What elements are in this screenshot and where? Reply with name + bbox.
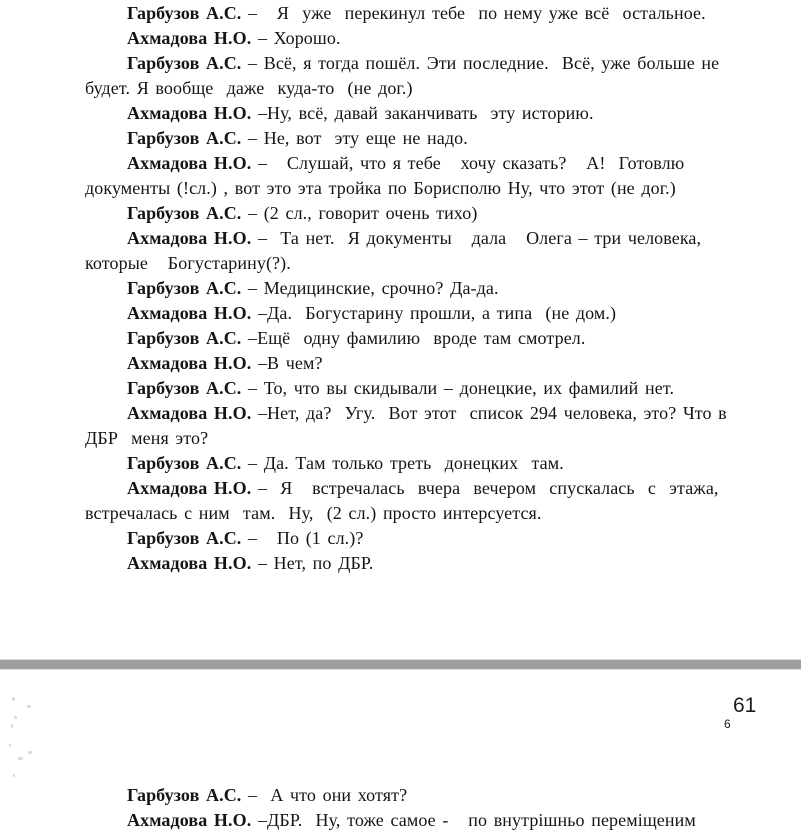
transcript-line-continuation: будет. Я вообще даже куда-то (не дог.) bbox=[85, 78, 413, 98]
transcript-line-continuation: встречалась с ним там. Ну, (2 сл.) просто интерсуется. bbox=[85, 503, 542, 523]
speaker-name: Гарбузов А.С. bbox=[127, 203, 242, 223]
speech-text: – Не, вот эту еще не надо. bbox=[248, 128, 468, 148]
transcript-line bbox=[85, 551, 780, 576]
transcript-line bbox=[85, 201, 780, 226]
speech-text: – Та нет. Я документы дала Олега – три человека, bbox=[257, 228, 702, 248]
transcript-line bbox=[85, 1, 780, 26]
page-number-small: 6 bbox=[724, 717, 731, 731]
speaker-name: Гарбузов А.С. bbox=[127, 278, 242, 298]
speaker-name: Ахмадова Н.О. bbox=[127, 228, 252, 248]
transcript-line bbox=[85, 226, 780, 251]
transcript-line bbox=[85, 783, 780, 808]
transcript-line bbox=[85, 401, 780, 426]
speech-text: –ДБР. Ну, тоже самое - по внутрішньо переміщеним bbox=[257, 810, 696, 830]
transcript-line bbox=[85, 276, 780, 301]
speaker-name: Гарбузов А.С. bbox=[127, 453, 242, 473]
speech-text: – Да. Там только треть донецких там. bbox=[248, 453, 564, 473]
speech-text: – Всё, я тогда пошёл. Эти последние. Всё, уже больше не bbox=[248, 53, 720, 73]
transcript-line bbox=[85, 476, 780, 501]
transcript-line bbox=[85, 326, 780, 351]
speaker-name: Гарбузов А.С. bbox=[127, 128, 242, 148]
transcript-line-continuation: которые Богустарину(?). bbox=[85, 253, 291, 273]
speaker-name: Гарбузов А.С. bbox=[127, 378, 242, 398]
scan-artifact bbox=[14, 716, 17, 719]
transcript-line bbox=[85, 451, 780, 476]
speech-text: –Да. Богустарину прошли, а типа (не дом.) bbox=[257, 303, 617, 323]
speaker-name: Ахмадова Н.О. bbox=[127, 303, 252, 323]
transcript-line bbox=[85, 376, 780, 401]
speech-text: – А что они хотят? bbox=[248, 785, 408, 805]
scan-artifact bbox=[28, 751, 32, 754]
speech-text: – Я встречалась вчера вечером спускалась с этажа, bbox=[257, 478, 719, 498]
transcript-line bbox=[85, 301, 780, 326]
speaker-name: Ахмадова Н.О. bbox=[127, 553, 252, 573]
scan-artifact bbox=[9, 744, 11, 747]
speaker-name: Ахмадова Н.О. bbox=[127, 810, 252, 830]
speaker-name: Гарбузов А.С. bbox=[127, 528, 242, 548]
speech-text: –Ещё одну фамилию вроде там смотрел. bbox=[248, 328, 586, 348]
transcript-page-bottom bbox=[85, 783, 780, 833]
scan-artifact bbox=[13, 774, 15, 777]
speaker-name: Ахмадова Н.О. bbox=[127, 103, 252, 123]
speech-text: – По (1 сл.)? bbox=[248, 528, 364, 548]
transcript-line-continuation: ДБР меня это? bbox=[85, 428, 209, 448]
speech-text: –В чем? bbox=[257, 353, 323, 373]
speech-text: – (2 сл., говорит очень тихо) bbox=[248, 203, 478, 223]
speech-text: – Медицинские, срочно? Да-да. bbox=[248, 278, 499, 298]
speech-text: – Нет, по ДБР. bbox=[257, 553, 374, 573]
transcript-line bbox=[85, 101, 780, 126]
speech-text: –Нет, да? Угу. Вот этот список 294 человека, это? Что в bbox=[257, 403, 727, 423]
transcript-line-continuation: документы (!сл.) , вот это эта тройка по Борисполю Ну, что этот (не дог.) bbox=[85, 178, 676, 198]
speaker-name: Ахмадова Н.О. bbox=[127, 478, 252, 498]
page-separator-bar bbox=[0, 659, 801, 670]
speaker-name: Ахмадова Н.О. bbox=[127, 353, 252, 373]
scan-artifact bbox=[11, 724, 13, 728]
speech-text: – Слушай, что я тебе хочу сказать? А! Готовлю bbox=[257, 153, 685, 173]
speaker-name: Ахмадова Н.О. bbox=[127, 403, 252, 423]
scan-artifact bbox=[27, 705, 31, 708]
transcript-line bbox=[85, 151, 780, 176]
speaker-name: Ахмадова Н.О. bbox=[127, 153, 252, 173]
speaker-name: Гарбузов А.С. bbox=[127, 3, 242, 23]
speech-text: – Хорошо. bbox=[257, 28, 341, 48]
speaker-name: Гарбузов А.С. bbox=[127, 785, 242, 805]
transcript-line bbox=[85, 351, 780, 376]
scan-artifact bbox=[18, 757, 23, 760]
speech-text: – Я уже перекинул тебе по нему уже всё остальное. bbox=[248, 3, 706, 23]
transcript-line bbox=[85, 26, 780, 51]
speech-text: –Ну, всё, давай заканчивать эту историю. bbox=[257, 103, 594, 123]
speaker-name: Гарбузов А.С. bbox=[127, 53, 242, 73]
scan-artifact bbox=[12, 697, 15, 701]
speaker-name: Гарбузов А.С. bbox=[127, 328, 242, 348]
transcript-line bbox=[85, 526, 780, 551]
transcript-line bbox=[85, 808, 780, 833]
transcript-line bbox=[85, 126, 780, 151]
page-number: 61 bbox=[733, 694, 757, 717]
transcript-page-top bbox=[85, 1, 780, 576]
speaker-name: Ахмадова Н.О. bbox=[127, 28, 252, 48]
speech-text: – То, что вы скидывали – донецкие, их фамилий нет. bbox=[248, 378, 675, 398]
transcript-line bbox=[85, 51, 780, 76]
